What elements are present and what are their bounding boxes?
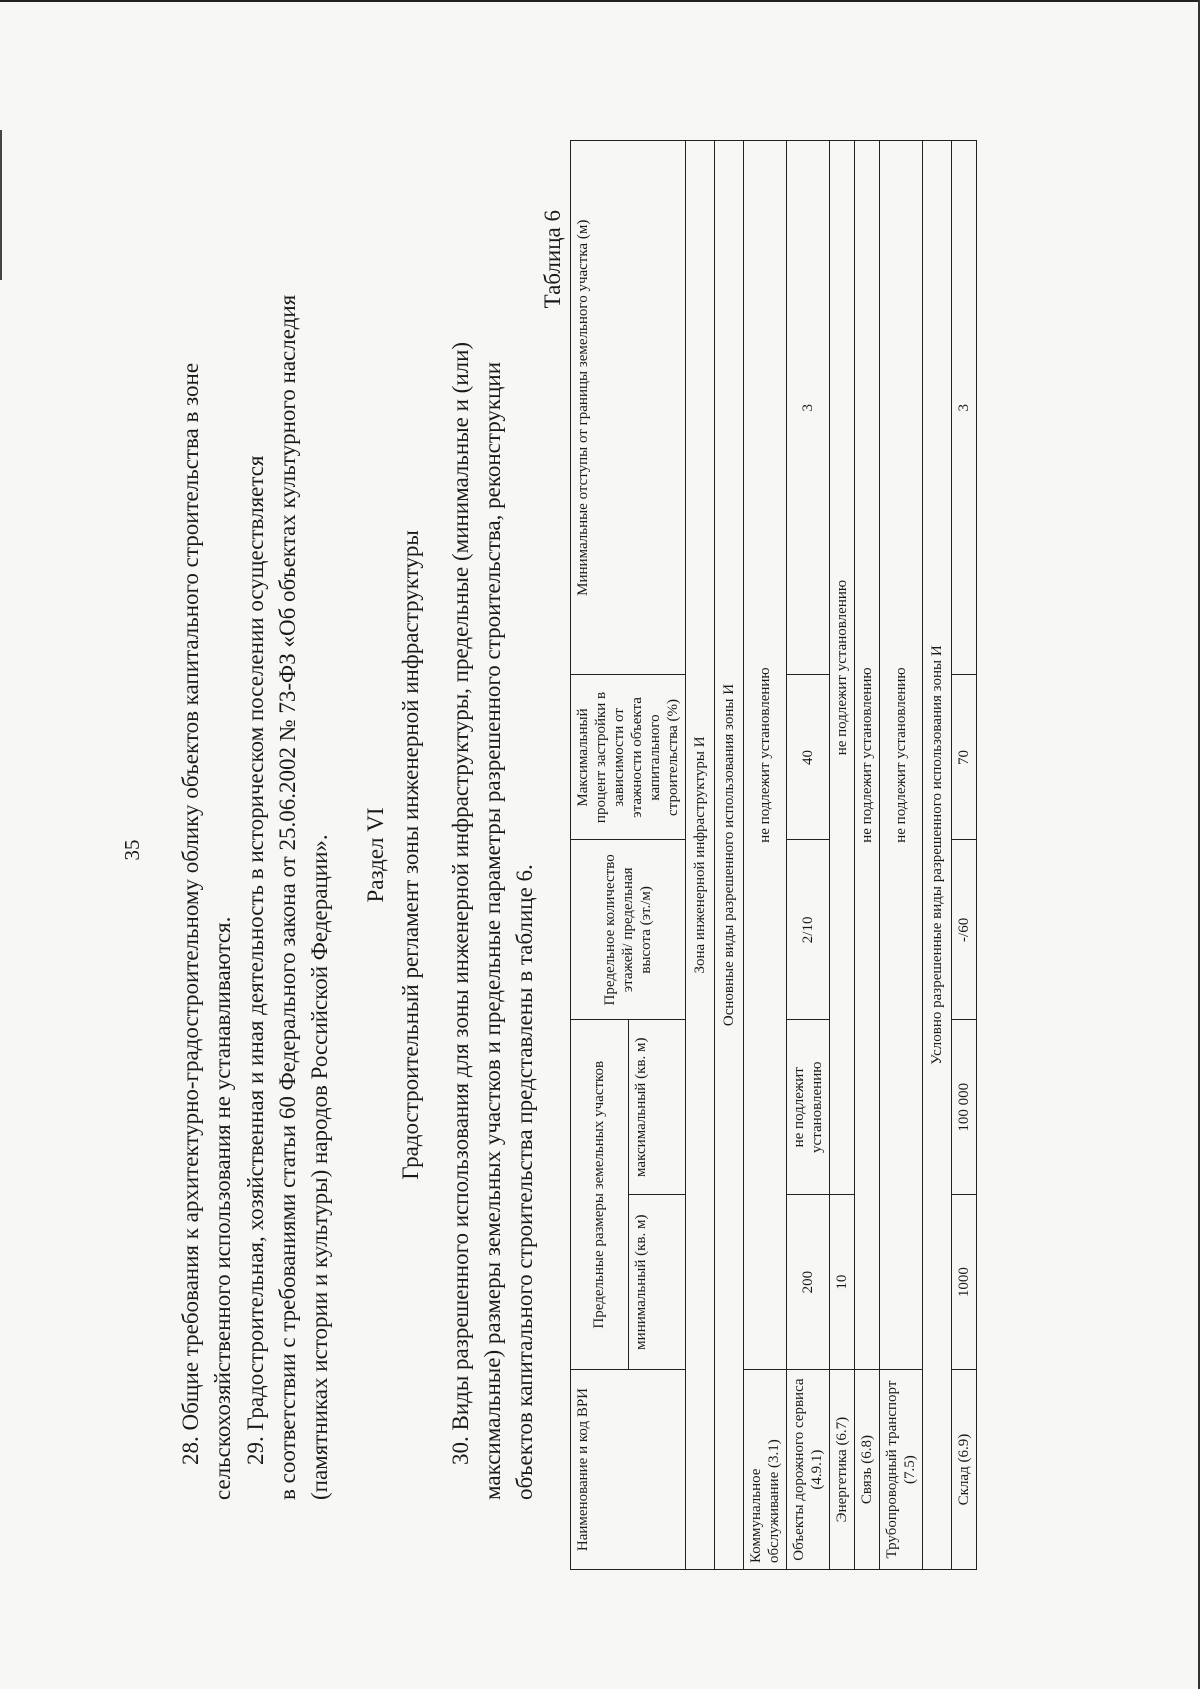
- row-max: не подлежит установлению: [787, 1020, 830, 1195]
- paragraph-28: [175, 210, 239, 1500]
- row-name: Связь (6.8): [855, 1370, 880, 1570]
- zone-title-row: [686, 141, 715, 1570]
- row-floors: -/60: [952, 840, 977, 1020]
- row-percent: 40: [787, 675, 830, 840]
- row-max: 100 000: [952, 1020, 977, 1195]
- row-min: 200: [787, 1195, 830, 1370]
- zone-title: Зона инженерной инфраструктуры И: [686, 141, 715, 1570]
- paragraph-29-line: в соответствии с требованиями статьи 60 Федерального закона от 25.06.2002 № 73-ФЗ «Об объектах культурного наследия: [275, 294, 300, 1500]
- row-min: 10: [830, 1195, 855, 1370]
- row-name: Коммунальное обслуживание (3.1): [744, 1370, 787, 1570]
- table-row: [855, 141, 880, 1570]
- table-header-row: [571, 141, 629, 1570]
- row-merged-value: не подлежит установлению: [880, 141, 923, 1370]
- row-name: Энергетика (6.7): [830, 1370, 855, 1570]
- paragraph-28-line: сельскохозяйственного использования не устанавливаются.: [210, 916, 235, 1500]
- scan-top-edge: [0, 0, 1200, 2]
- table-row: [744, 141, 787, 1570]
- table-caption: Таблица 6: [540, 210, 565, 309]
- row-setback: 3: [952, 141, 977, 676]
- row-name: Объекты дорожного сервиса (4.9.1): [787, 1370, 830, 1570]
- conditional-uses-title-row: [923, 141, 952, 1570]
- paragraph-30-line: объектов капитального строительства представлены в таблице 6.: [512, 864, 537, 1500]
- paragraph-28-line: 28. Общие требования к архитектурно-градостроительному облику объектов капитального строительства в зоне: [178, 362, 203, 1465]
- header-plot-sizes: Предельные размеры земельных участков: [571, 1020, 629, 1370]
- scan-left-edge: [0, 130, 2, 280]
- row-merged-value: не подлежит установлению: [855, 141, 880, 1370]
- table-row: [830, 141, 855, 1570]
- paragraph-29-line: (памятниках истории и культуры) народов Российской Федерации».: [307, 834, 332, 1500]
- paragraph-30: [445, 210, 541, 1500]
- rotated-document-page: [70, 60, 1130, 1640]
- row-merged-value: не подлежит установлению: [830, 141, 855, 1195]
- header-percent: Максимальный процент застройки в зависимости от этажности объекта капитального строительства (%): [571, 675, 686, 840]
- section-subtitle: Градостроительный регламент зоны инженерной инфраструктуры: [398, 530, 423, 1180]
- paragraph-30-line: максимальные) размеры земельных участков и предельные параметры разрешенного строительства, реконструкции: [480, 361, 505, 1500]
- paragraph-29: [240, 210, 336, 1500]
- main-uses-title: Основные виды разрешенного использования зоны И: [715, 141, 744, 1570]
- row-setback: 3: [787, 141, 830, 676]
- conditional-uses-title: Условно разрешенные виды разрешенного использования зоны И: [923, 141, 952, 1570]
- regulation-table: [570, 140, 977, 1570]
- paragraph-29-line: 29. Градостроительная, хозяйственная и иная деятельность в историческом поселении осуществляется: [243, 455, 268, 1465]
- header-min: минимальный (кв. м): [628, 1195, 686, 1370]
- row-name: Склад (6.9): [952, 1370, 977, 1570]
- header-name: Наименование и код ВРИ: [571, 1370, 686, 1570]
- main-uses-title-row: [715, 141, 744, 1570]
- section-title: Раздел VI: [363, 807, 388, 903]
- row-floors: 2/10: [787, 840, 830, 1020]
- row-percent: 70: [952, 675, 977, 840]
- header-max: максимальный (кв. м): [628, 1020, 686, 1195]
- paragraph-30-line: 30. Виды разрешенного использования для зоны инженерной инфраструктуры, предельные (минимальные и (или): [448, 341, 473, 1465]
- page-number: 35: [120, 839, 144, 861]
- table-row: [787, 141, 830, 1570]
- table-row: [880, 141, 923, 1570]
- row-name: Трубопроводный транспорт (7.5): [880, 1370, 923, 1570]
- row-merged-value: не подлежит установлению: [744, 141, 787, 1370]
- table-row: [952, 141, 977, 1570]
- header-setback: Минимальные отступы от границы земельного участка (м): [571, 141, 686, 676]
- header-floors: Предельное количество этажей/ предельная высота (эт./м): [571, 840, 686, 1020]
- row-min: 1000: [952, 1195, 977, 1370]
